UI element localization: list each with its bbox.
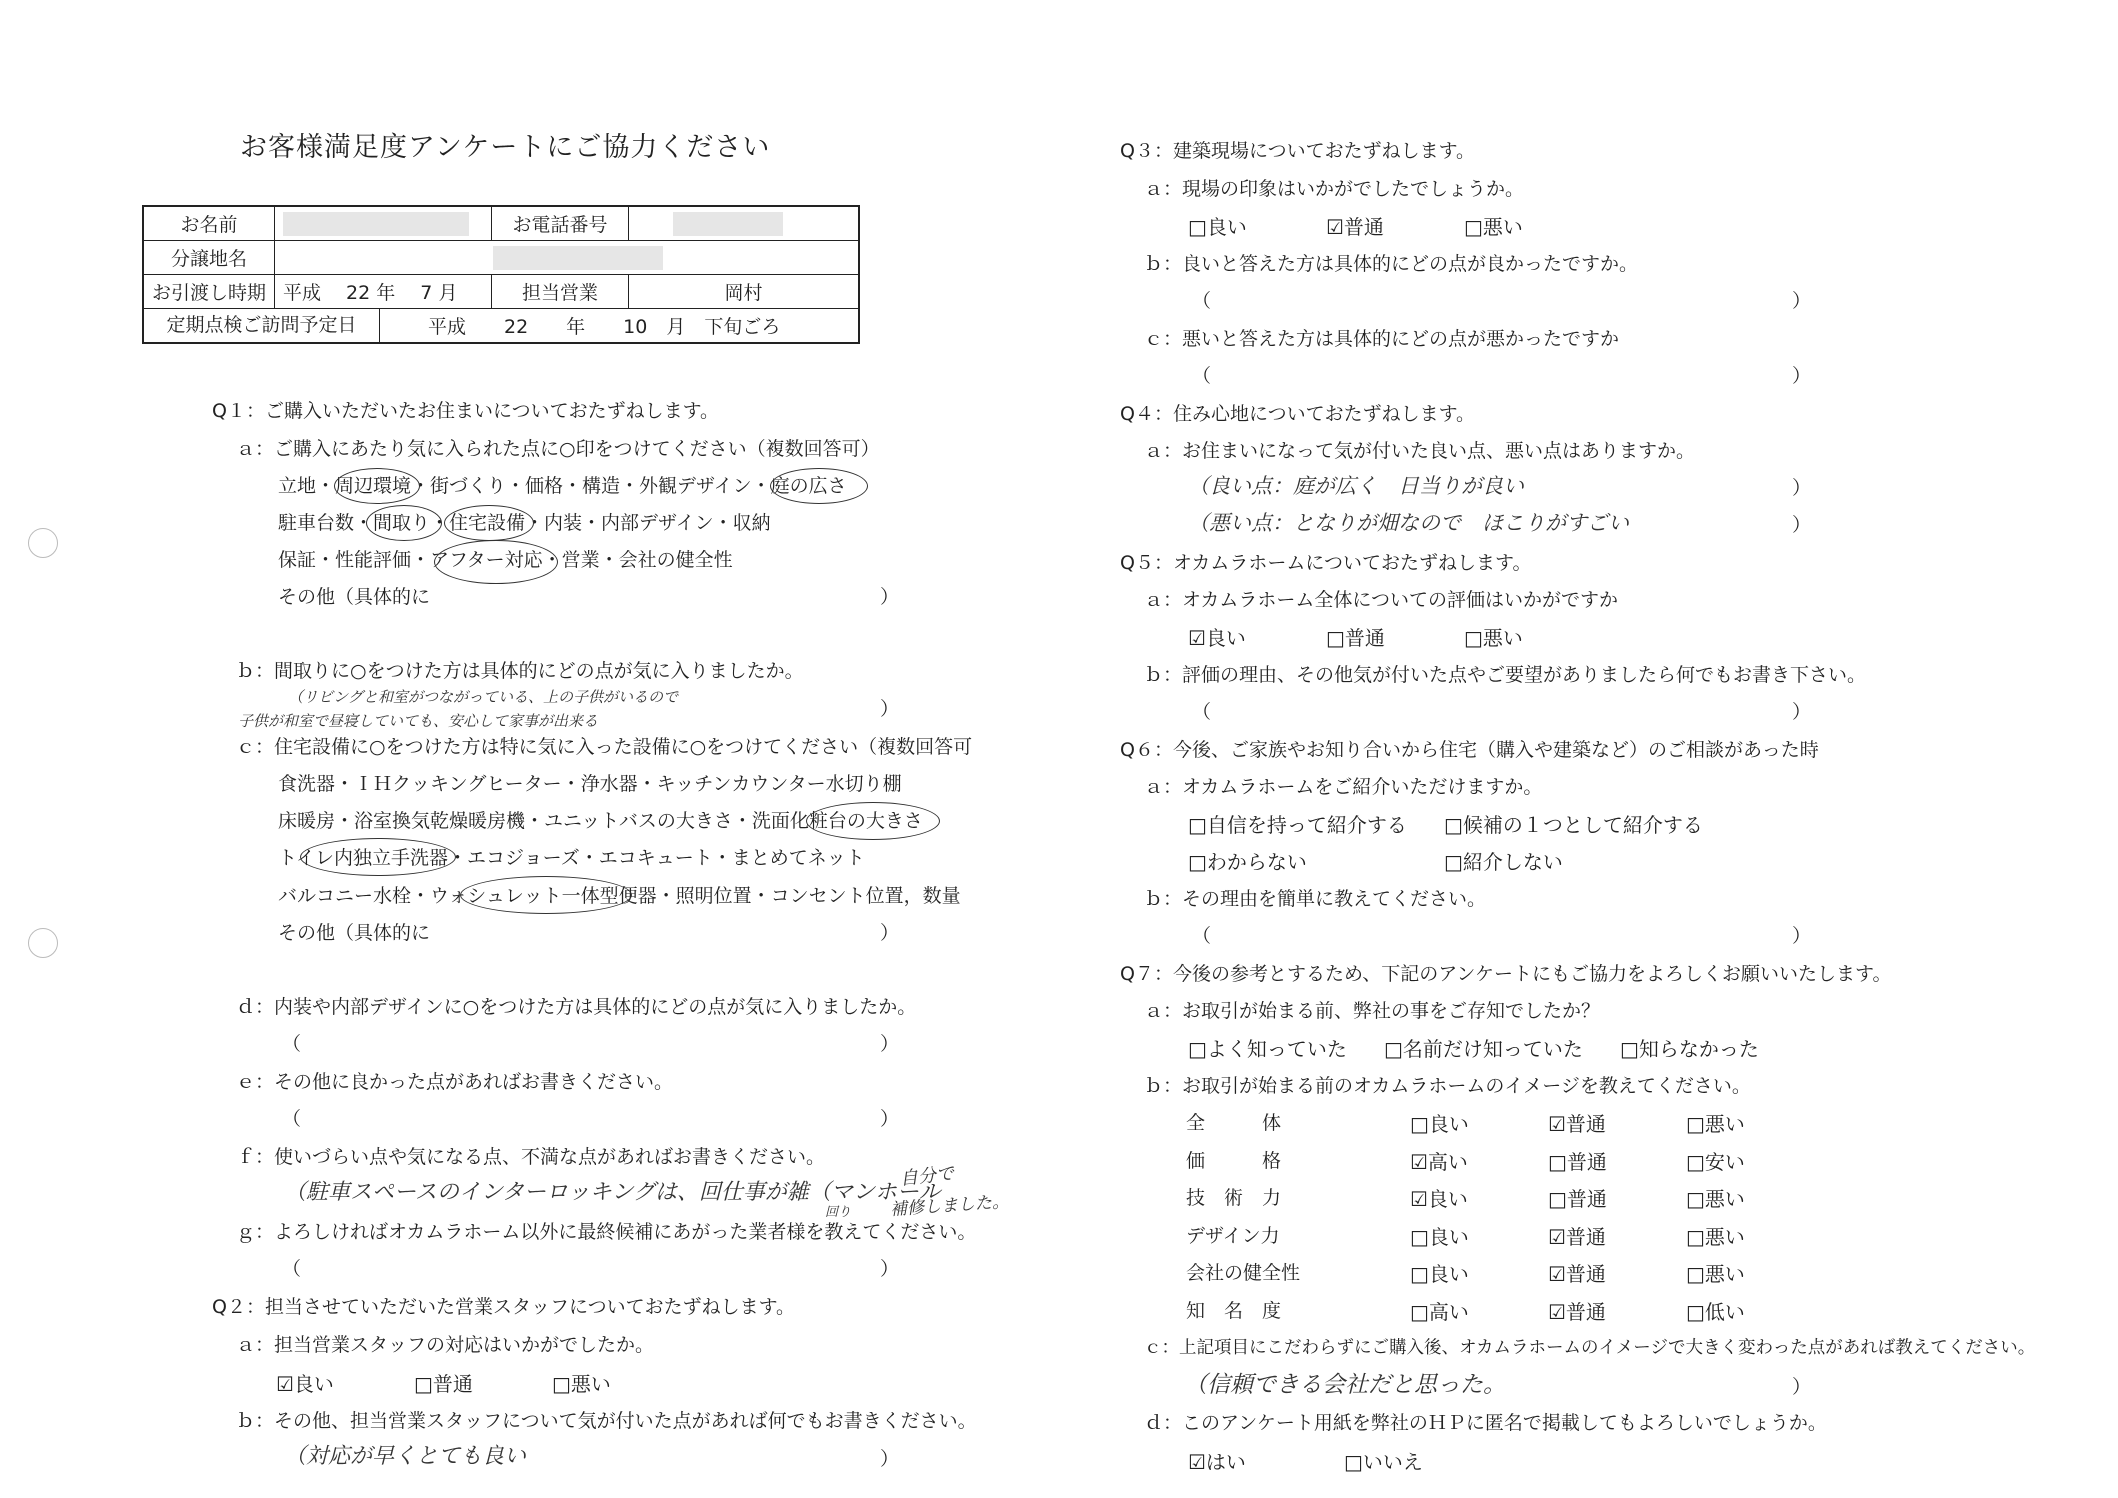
open-paren: （ — [1192, 701, 1212, 723]
q1a-question: ａ：ご購入にあたり気に入られた点に○印をつけてください（複数回答可） — [236, 438, 880, 460]
q1b-question: ｂ：間取りに○をつけた方は具体的にどの点が気に入りましたか。 — [236, 660, 804, 682]
q6a-option-unsure[interactable]: □わからない — [1188, 850, 1307, 874]
q3a-option-bad[interactable]: □悪い — [1464, 215, 1523, 239]
q1c-question: ｃ：住宅設備に○をつけた方は特に気に入った設備に○をつけてください（複数回答可 — [236, 736, 973, 758]
close-paren: ） — [880, 1258, 900, 1280]
q1f-handwritten-note-b: 補修しました。 — [889, 1191, 1010, 1221]
redacted-site — [493, 246, 663, 270]
inspection-row — [143, 309, 859, 344]
redacted-name — [283, 212, 469, 236]
circle-mark-washlet — [460, 876, 632, 914]
close-paren: ） — [880, 1108, 900, 1130]
close-paren: ） — [1792, 1376, 1812, 1398]
grid-option[interactable]: ☑普通 — [1548, 1225, 1606, 1249]
grid-option[interactable]: □悪い — [1686, 1112, 1745, 1136]
handover-value: 平成 22 年 7 月 — [275, 275, 492, 309]
grid-row-label: 技 術 力 — [1186, 1187, 1282, 1209]
q1a-options-line1: 立地・周辺環境・街づくり・価格・構造・外観デザイン・庭の広さ — [278, 475, 847, 497]
q7c-handwritten: （信頼できる会社だと思った。 — [1184, 1372, 1506, 1398]
q3-heading: Q３：建築現場についておたずねします。 — [1120, 140, 1476, 162]
circle-mark-surroundings — [334, 468, 420, 504]
close-paren: ） — [1792, 514, 1812, 536]
q2a-option-normal[interactable]: □普通 — [414, 1372, 473, 1396]
binder-hole — [28, 528, 58, 558]
q6a-option-confident[interactable]: □自信を持って紹介する — [1188, 813, 1407, 837]
page-title: お客様満足度アンケートにご協力ください — [240, 132, 771, 163]
q6a-question: ａ：オカムラホームをご紹介いただけますか。 — [1144, 776, 1543, 798]
circle-mark-toilet-sink — [300, 838, 456, 876]
q1a-options-line2: 駐車台数・間取り・住宅設備・内装・内部デザイン・収納 — [278, 512, 771, 534]
grid-option[interactable]: □低い — [1686, 1300, 1745, 1324]
grid-option[interactable]: ☑高い — [1410, 1150, 1468, 1174]
q7d-option-no[interactable]: □いいえ — [1344, 1450, 1423, 1474]
q7-heading: Q７：今後の参考とするため、下記のアンケートにもご協力をよろしくお願いいたします。 — [1120, 963, 1892, 985]
phone-label: お電話番号 — [492, 206, 629, 241]
grid-option[interactable]: □良い — [1410, 1262, 1469, 1286]
q3c-question: ｃ：悪いと答えた方は具体的にどの点が悪かったですか — [1144, 328, 1620, 350]
close-paren: ） — [1792, 477, 1812, 499]
q1f-question: ｆ：使いづらい点や気になる点、不満な点があればお書きください。 — [236, 1146, 826, 1168]
q5a-option-good[interactable]: ☑良い — [1188, 626, 1246, 650]
handover-label: お引渡し時期 — [143, 275, 275, 309]
name-label: お名前 — [143, 206, 275, 241]
q1-heading: Q１：ご購入いただいたお住まいについておたずねします。 — [212, 400, 720, 422]
q5b-question: ｂ：評価の理由、その他気が付いた点やご要望がありましたら何でもお書き下さい。 — [1144, 664, 1867, 686]
open-paren: （ — [282, 1108, 302, 1130]
q5a-option-normal[interactable]: □普通 — [1326, 626, 1385, 650]
close-paren: ） — [1792, 365, 1812, 387]
q1e-question: ｅ：その他に良かった点があればお書きください。 — [236, 1071, 674, 1093]
close-paren: ） — [880, 586, 900, 608]
q5-heading: Q５：オカムラホームについておたずねします。 — [1120, 552, 1532, 574]
inspection-label: 定期点検ご訪問予定日 — [144, 309, 380, 342]
grid-option[interactable]: □良い — [1410, 1112, 1469, 1136]
q1f-handwritten-small: 回り — [825, 1205, 852, 1220]
binder-hole — [28, 928, 58, 958]
open-paren: （ — [1192, 365, 1212, 387]
q1c-options-line2: 床暖房・浴室換気乾燥暖房機・ユニットバスの大きさ・洗面化粧台の大きさ — [278, 810, 923, 832]
grid-row-label: 価 格 — [1186, 1150, 1282, 1172]
q7a-question: ａ：お取引が始まる前、弊社の事をご存知でしたか？ — [1144, 1000, 1601, 1022]
grid-row-label: 会社の健全性 — [1186, 1262, 1301, 1284]
q6-heading: Q６：今後、ご家族やお知り合いから住宅（購入や建築など）のご相談があった時 — [1120, 739, 1819, 761]
grid-option[interactable]: ☑普通 — [1548, 1112, 1606, 1136]
open-paren: （ — [282, 1258, 302, 1280]
q7b-question: ｂ：お取引が始まる前のオカムラホームのイメージを教えてください。 — [1144, 1075, 1751, 1097]
circle-mark-after-service — [434, 540, 558, 584]
q7d-question: ｄ：このアンケート用紙を弊社のＨＰに匿名で掲載してもよろしいでしょうか。 — [1144, 1412, 1827, 1434]
redacted-phone — [673, 212, 783, 236]
q1g-question: ｇ：よろしければオカムラホーム以外に最終候補にあがった業者様を教えてください。 — [236, 1221, 977, 1243]
q1f-handwritten: （駐車スペースのインターロッキングは、回仕事が雑（マンホール — [284, 1180, 941, 1205]
close-paren: ） — [1792, 925, 1812, 947]
name-value — [275, 206, 492, 241]
close-paren: ） — [880, 1033, 900, 1055]
site-label: 分譲地名 — [143, 241, 275, 275]
q7a-option-unknown[interactable]: □知らなかった — [1620, 1037, 1759, 1061]
q1c-options-line4: バルコニー水栓・ウォシュレット一体型便器・照明位置・コンセント位置，数量 — [278, 885, 961, 907]
q2a-question: ａ：担当営業スタッフの対応はいかがでしたか。 — [236, 1334, 655, 1356]
q1b-handwritten-2: 子供が和室で昼寝していても、安心して家事が出来る — [238, 712, 599, 730]
q1a-other: その他（具体的に — [278, 586, 431, 608]
grid-option[interactable]: ☑普通 — [1548, 1262, 1606, 1286]
grid-option[interactable]: ☑良い — [1410, 1187, 1468, 1211]
site-value — [275, 241, 859, 275]
grid-option[interactable]: □普通 — [1548, 1187, 1607, 1211]
q4a-bad-points: （悪い点：となりが畑なので ほこりがすごい — [1188, 511, 1629, 535]
close-paren: ） — [1792, 701, 1812, 723]
grid-option[interactable]: □悪い — [1686, 1262, 1745, 1286]
close-paren: ） — [1792, 290, 1812, 312]
open-paren: （ — [282, 1033, 302, 1055]
grid-option[interactable]: □安い — [1686, 1150, 1745, 1174]
q6a-option-no[interactable]: □紹介しない — [1444, 850, 1563, 874]
q7d-option-yes[interactable]: ☑はい — [1188, 1450, 1246, 1474]
phone-value — [629, 206, 859, 241]
grid-option[interactable]: □良い — [1410, 1225, 1469, 1249]
sales-label: 担当営業 — [492, 275, 629, 309]
open-paren: （ — [1192, 925, 1212, 947]
grid-row-label: デザイン力 — [1186, 1225, 1280, 1247]
circle-mark-equipment — [444, 505, 534, 541]
q2b-question: ｂ：その他、担当営業スタッフについて気が付いた点があれば何でもお書きください。 — [236, 1410, 977, 1432]
close-paren: ） — [880, 1448, 900, 1470]
q1c-options-line3: トイレ内独立手洗器・エコジョーズ・エコキュート・まとめてネット — [278, 847, 865, 869]
q1f-handwritten-note-a: 自分で — [898, 1163, 955, 1190]
q7a-option-well-known[interactable]: □よく知っていた — [1188, 1037, 1347, 1061]
q2-heading: Q２：担当させていただいた営業スタッフについておたずねします。 — [212, 1296, 796, 1318]
q6a-option-candidate[interactable]: □候補の１つとして紹介する — [1444, 813, 1703, 837]
q3a-option-good[interactable]: □良い — [1188, 215, 1247, 239]
q5a-question: ａ：オカムラホーム全体についての評価はいかがですか — [1144, 589, 1619, 611]
close-paren: ） — [880, 698, 900, 720]
q4-heading: Q４：住み心地についておたずねします。 — [1120, 403, 1476, 425]
q6b-question: ｂ：その理由を簡単に教えてください。 — [1144, 888, 1487, 910]
q1c-options-line1: 食洗器・ＩＨクッキングヒーター・浄水器・キッチンカウンター水切り棚 — [278, 773, 902, 795]
circle-mark-floorplan — [366, 505, 442, 541]
q3b-question: ｂ：良いと答えた方は具体的にどの点が良かったですか。 — [1144, 253, 1639, 275]
grid-row-label: 知 名 度 — [1186, 1300, 1282, 1322]
grid-row-label: 全 体 — [1186, 1112, 1282, 1134]
grid-option[interactable]: □高い — [1410, 1300, 1469, 1324]
circle-mark-yard-size — [770, 468, 868, 504]
q2a-option-good[interactable]: ☑良い — [276, 1372, 334, 1396]
q5a-option-bad[interactable]: □悪い — [1464, 626, 1523, 650]
circle-mark-vanity — [806, 802, 940, 840]
q1d-question: ｄ：内装や内部デザインに○をつけた方は具体的にどの点が気に入りましたか。 — [236, 996, 917, 1018]
q2a-option-bad[interactable]: □悪い — [552, 1372, 611, 1396]
open-paren: （ — [1192, 290, 1212, 312]
q1b-handwritten-1: （リビングと和室がつながっている、上の子供がいるので — [288, 688, 679, 706]
q2b-handwritten: （対応が早くとても良い — [284, 1444, 527, 1469]
q7c-question: ｃ：上記項目にこだわらずにご購入後、オカムラホームのイメージで大きく変わった点があれば教えてください。 — [1144, 1338, 2036, 1358]
inspection-value: 平成 22 年 10 月 下旬ごろ — [428, 316, 781, 338]
q1c-other: その他（具体的に — [278, 922, 431, 944]
grid-option[interactable]: □普通 — [1548, 1150, 1607, 1174]
q1a-options-line3: 保証・性能評価・アフター対応・営業・会社の健全性 — [278, 549, 733, 571]
customer-info-table — [142, 205, 860, 344]
sales-value: 岡村 — [629, 275, 859, 309]
close-paren: ） — [880, 922, 900, 944]
grid-option[interactable]: □悪い — [1686, 1225, 1745, 1249]
q4a-question: ａ：お住まいになって気が付いた良い点、悪い点はありますか。 — [1144, 440, 1696, 462]
grid-option[interactable]: □悪い — [1686, 1187, 1745, 1211]
q3a-option-normal[interactable]: ☑普通 — [1326, 215, 1384, 239]
q4a-good-points: （良い点：庭が広く 日当りが良い — [1188, 474, 1524, 498]
grid-option[interactable]: ☑普通 — [1548, 1300, 1606, 1324]
q3a-question: ａ：現場の印象はいかがでしたでしょうか。 — [1144, 178, 1525, 200]
q7a-option-name-only[interactable]: □名前だけ知っていた — [1384, 1037, 1583, 1061]
